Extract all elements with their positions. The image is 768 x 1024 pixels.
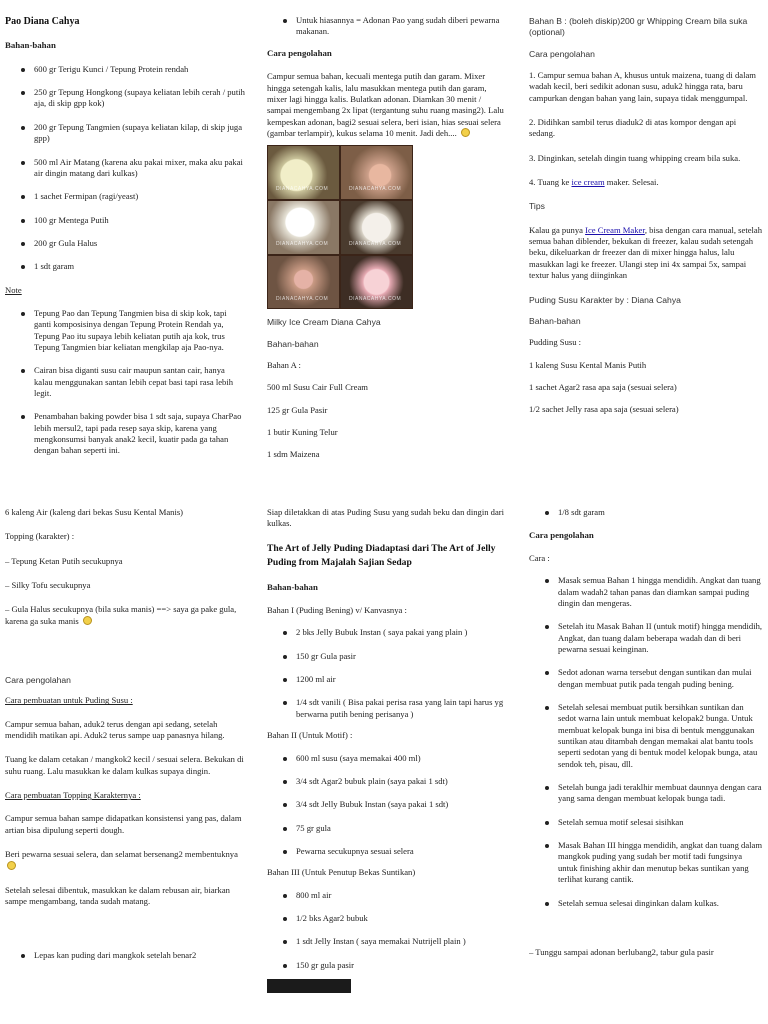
ingredient-line: 500 ml Susu Cair Full Cream [267, 382, 368, 393]
pao-recipe-column [5, 15, 245, 490]
method-paragraph: Tuang ke dalam cetakan / mangkok2 kecil / sesuai selera. Bekukan di suhu ruang. Lalu masukkan ke dalam kulkas supaya dingin. [5, 754, 244, 776]
method-text: Campur semua bahan, kecuali mentega putih dan garam. Mixer hingga setengah kalis, lalu masukkan mentega putih dan garam, mixer lagi hingga kalis. Bulatkan adonan. Diamkan 30 menit / sampai mengembang 2x lipat (tergantung suhu ruang masing2). Lalu kempeskan adonan, bagi2 sesuai selera, beri isian, hias sesuai selera (gambar terlampir), kukus selama 10 menit. Jadi deh.... [267, 71, 504, 139]
jelly-method-column [529, 507, 763, 1024]
photo-cell [268, 146, 339, 199]
list-item: Setelah selesai membuat putik bersihkan suntikan dan sedot warna lain untuk membuat kelopak2 bunga. Untuk membuat kelopak bunga ini bisa di bentuk menggunakan suntikan atau ditambah dengan memakai alat bantu tools seperti sedotan yang di bentuk model kelopak bunga, atau sendok teh, pisau, dll. [529, 702, 763, 770]
list-item: 1 sdt garam [5, 261, 245, 272]
bahan-heading: Bahan-bahan [529, 315, 581, 326]
list-item: 150 gr gula pasir [267, 960, 507, 971]
photo-watermark: DIANACAHYA.COM [276, 186, 329, 193]
smiley-icon [7, 861, 16, 870]
bahan-b-line: Bahan B : (boleh diskip)200 gr Whipping Cream bila suka (optional) [529, 16, 748, 38]
list-item: 500 ml Air Matang (karena aku pakai mixer, maka aku pakai air dingin matang dari kulkas) [5, 157, 245, 180]
topping-text: – Gula Halus secukupnya (bila suka manis) ==> saya ga pake gula, karena ga suka manis [5, 604, 237, 626]
method-paragraph: Setelah selesai dibentuk, masukkan ke dalam rebusan air, biarkan sampe mengambang, tanda sudah matang. [5, 884, 230, 907]
method-step: 2. Didihkan sambil terus diaduk2 di atas kompor dengan api sedang. [529, 117, 737, 139]
bahan-2-list [267, 753, 507, 858]
method-paragraph [5, 849, 245, 872]
bahan-heading: Bahan-bahan [267, 338, 319, 349]
list-item: Penambahan baking powder bisa 1 sdt saja, supaya CharPao lebih mersul2, tapi pada resep saya skip, karena yang mengkonsumsi banyak anak2 kecil, kuatir pada ga tahan dengan bahan seperti ini. [5, 411, 245, 456]
list-item: Setelah itu Masak Bahan II (untuk motif) hingga mendidih, Angkat, dan tuang dalam beberapa wadah dan di beri pewarna sesuai keinginan. [529, 621, 763, 655]
tips-text: Kalau ga punya [529, 224, 586, 235]
topping-item [5, 604, 245, 627]
jelly-step-list [529, 575, 763, 909]
photo-cell [268, 201, 339, 254]
topping-item: – Tepung Ketan Putih secukupnya [5, 555, 123, 566]
ingredient-line: 125 gr Gula Pasir [267, 404, 328, 415]
ingredient-line: 1 sdm Maizena [267, 449, 320, 460]
bahan-heading: Bahan-bahan [5, 40, 56, 51]
photo-cell [341, 256, 412, 309]
method-text: Beri pewarna sesuai selera, dan selamat bersenang2 membentuknya [5, 849, 238, 860]
decoration-list [267, 15, 507, 38]
list-item: 3/4 sdt Agar2 bubuk plain (saya pakai 1 sdt) [267, 776, 507, 787]
pudding-method-column [5, 507, 245, 1024]
list-item: 1 sachet Fermipan (ragi/yeast) [5, 191, 245, 202]
tips-text: , bisa dengan cara manual, setelah semua bahan diblender, bekukan di freezer, kalau sudah setengah beku, dikeluarkan dr freezer dan di mixer hingga halus, lalu masukkan lagi ke freezer. Ulangi step ini 4x sampai 5x, sampai textur halus yang diinginkan [529, 224, 763, 281]
topping-method-heading: Cara pembuatan Topping Karakternya : [5, 790, 141, 801]
cara-heading: Cara pengolahan [529, 530, 594, 541]
ingredient-line: 6 kaleng Air (kaleng dari bekas Susu Kental Manis) [5, 507, 184, 517]
list-item: 3/4 sdt Jelly Bubuk Instan (saya pakai 1 sdt) [267, 799, 507, 810]
bahan-3-heading: Bahan III (Untuk Penutup Bekas Suntikan) [267, 867, 416, 878]
bahan-1-heading: Bahan I (Puding Bening) v/ Kanvasnya : [267, 605, 407, 616]
jelly-pudding-column [267, 507, 507, 1024]
ingredient-line: 1 butir Kuning Telur [267, 427, 338, 438]
method-line: – Tunggu sampai adonan berlubang2, tabur gula pasir [529, 946, 714, 957]
photo-cell [268, 256, 339, 309]
method-step [529, 177, 763, 188]
ice-cream-maker-link[interactable]: Ice Cream Maker [585, 224, 645, 235]
tips-paragraph [529, 225, 763, 282]
list-item: 1/8 sdt garam [529, 507, 763, 518]
smiley-icon [83, 616, 92, 625]
list-item: Setelah bunga jadi teraklhir membuat daunnya dengan cara yang sama dengan membuat kelopak bunga tadi. [529, 782, 763, 805]
photo-cell [341, 201, 412, 254]
photo-watermark: DIANACAHYA.COM [349, 295, 402, 302]
method-paragraph [267, 71, 507, 139]
ingredient-line: 1 sachet Agar2 rasa apa saja (sesuai selera) [529, 381, 677, 392]
recipe-title: Pao Diana Cahya [5, 16, 80, 27]
list-item: 200 gr Tepung Tangmien (supaya keliatan kilap, di skip juga gpp) [5, 122, 245, 145]
pudding-susu-label: Pudding Susu : [529, 337, 582, 348]
jelly-recipe-title: The Art of Jelly Puding Diadaptasi dari The Art of Jelly Puding from Majalah Sajian Sedap [267, 542, 496, 568]
list-item: 1200 ml air [267, 674, 507, 685]
method-paragraph: Campur semua bahan sampe didapatkan konsistensi yang pas, dalam artian bisa dipulung seperti dough. [5, 813, 242, 835]
ice-cream-title: Milky Ice Cream Diana Cahya [267, 317, 381, 328]
bahan-1-list [267, 627, 507, 720]
ingredient-list [529, 507, 763, 518]
list-item: Masak semua Bahan 1 hingga mendidih. Angkat dan tuang dalam wadah2 tahan panas dan diamkan sampai puding dingin dan mengeras. [529, 575, 763, 609]
photo-watermark: DIANACAHYA.COM [276, 295, 329, 302]
puding-title: Puding Susu Karakter by : Diana Cahya [529, 294, 681, 305]
list-item: 600 gr Terigu Kunci / Tepung Protein rendah [5, 64, 245, 75]
intro-paragraph: Siap diletakkan di atas Puding Susu yang sudah beku dan dingin dari kulkas. [267, 507, 505, 529]
list-item: Lepas kan puding dari mangkok setelah benar2 [5, 950, 245, 961]
tips-heading: Tips [529, 201, 545, 212]
cara-heading: Cara pengolahan [529, 48, 595, 59]
list-item: 2 bks Jelly Bubuk Instan ( saya pakai yang plain ) [267, 627, 507, 638]
list-item: Untuk hiasannya = Adonan Pao yang sudah diberi pewarna makanan. [267, 15, 507, 38]
smiley-icon [461, 128, 470, 137]
topping-item: – Silky Tofu secukupnya [5, 580, 91, 591]
list-item: Setelah semua selesai dinginkan dalam kulkas. [529, 898, 763, 909]
puding-method-heading: Cara pembuatan untuk Puding Susu : [5, 695, 133, 706]
list-item: Pewarna secukupnya sesuai selera [267, 846, 507, 857]
pao-method-column [267, 15, 507, 490]
photo-watermark: DIANACAHYA.COM [349, 241, 402, 248]
ingredient-list [5, 64, 245, 273]
cara-heading: Cara pengolahan [5, 675, 71, 686]
pao-photo-collage [267, 145, 413, 309]
list-item: 150 gr Gula pasir [267, 651, 507, 662]
photo-cell [341, 146, 412, 199]
list-item: 200 gr Gula Halus [5, 238, 245, 249]
photo-watermark: DIANACAHYA.COM [276, 241, 329, 248]
photo-watermark: DIANACAHYA.COM [349, 186, 402, 193]
note-list [5, 308, 245, 457]
note-heading: Note [5, 284, 22, 295]
list-item: 600 ml susu (saya memakai 400 ml) [267, 753, 507, 764]
list-item: 1 sdt Jelly Instan ( saya memakai Nutrijell plain ) [267, 936, 507, 947]
list-item: 800 ml air [267, 890, 507, 901]
list-item: 75 gr gula [267, 823, 507, 834]
method-step: 3. Dinginkan, setelah dingin tuang whipping cream bila suka. [529, 152, 741, 163]
list-item: 100 gr Mentega Putih [5, 215, 245, 226]
step-text: maker. Selesai. [604, 177, 659, 188]
photo-thumbnail-edge [267, 979, 351, 993]
method-step: 1. Campur semua bahan A, khusus untuk maizena, tuang di dalam wadah kecil, beri sedikit adonan susu, aduk2 hingga rata, baru campurkan dengan bahan yang lain, supaya tidak menggumpal. [529, 70, 756, 103]
final-step-list [5, 950, 245, 961]
ingredient-line: 1 kaleng Susu Kental Manis Putih [529, 359, 647, 370]
list-item: Tepung Pao dan Tepung Tangmien bisa di skip kok, tapi ganti komposisinya dengan Tepung Protein Rendah ya, Tepung Pao itu supaya lebih keliatan putih aja kok, trus Tepung Tangmien biar keliatan mengkilap aja Pao-nya. [5, 308, 245, 353]
list-item: 1/4 sdt vanili ( Bisa pakai perisa rasa yang lain tapi harus yg berwarna putih bening perisanya ) [267, 697, 507, 720]
ice-cream-link[interactable]: ice cream [571, 177, 605, 188]
ice-cream-method-column [529, 16, 763, 491]
list-item: Cairan bisa diganti susu cair maupun santan cair, hanya kalau menggunakan santan lebih cepat basi tapi rasa lebih legit. [5, 365, 245, 399]
cara-heading: Cara pengolahan [267, 47, 332, 58]
bahan-heading: Bahan-bahan [267, 581, 318, 592]
topping-label: Topping (karakter) : [5, 531, 75, 542]
bahan-3-list [267, 890, 507, 971]
bahan-a-label: Bahan A : [267, 360, 301, 371]
list-item: 250 gr Tepung Hongkong (supaya keliatan lebih cerah / putih aja, di skip gpp kok) [5, 87, 245, 110]
cara-label: Cara : [529, 552, 550, 563]
bahan-2-heading: Bahan II (Untuk Motif) : [267, 730, 353, 741]
list-item: 1/2 bks Agar2 bubuk [267, 913, 507, 924]
ingredient-line: 1/2 sachet Jelly rasa apa saja (sesuai selera) [529, 404, 679, 415]
list-item: Masak Bahan III hingga mendidih, angkat dan tuang dalam mangkok puding yang sudah ber motif tadi fungsinya untuk finishing akhir dan menutup bekas suntikan yang terlihat kurang cantik. [529, 840, 763, 885]
step-text: 4. Tuang ke [529, 177, 572, 188]
list-item: Setelah semua motif selesai sisihkan [529, 817, 763, 828]
list-item: Sedot adonan warna tersebut dengan suntikan dan mulai dengan membuat putik pada tengah puding bening. [529, 667, 763, 690]
method-paragraph: Campur semua bahan, aduk2 terus dengan api sedang, setelah mendidih matikan api. Aduk2 terus sampe uap panasnya hilang. [5, 718, 225, 741]
